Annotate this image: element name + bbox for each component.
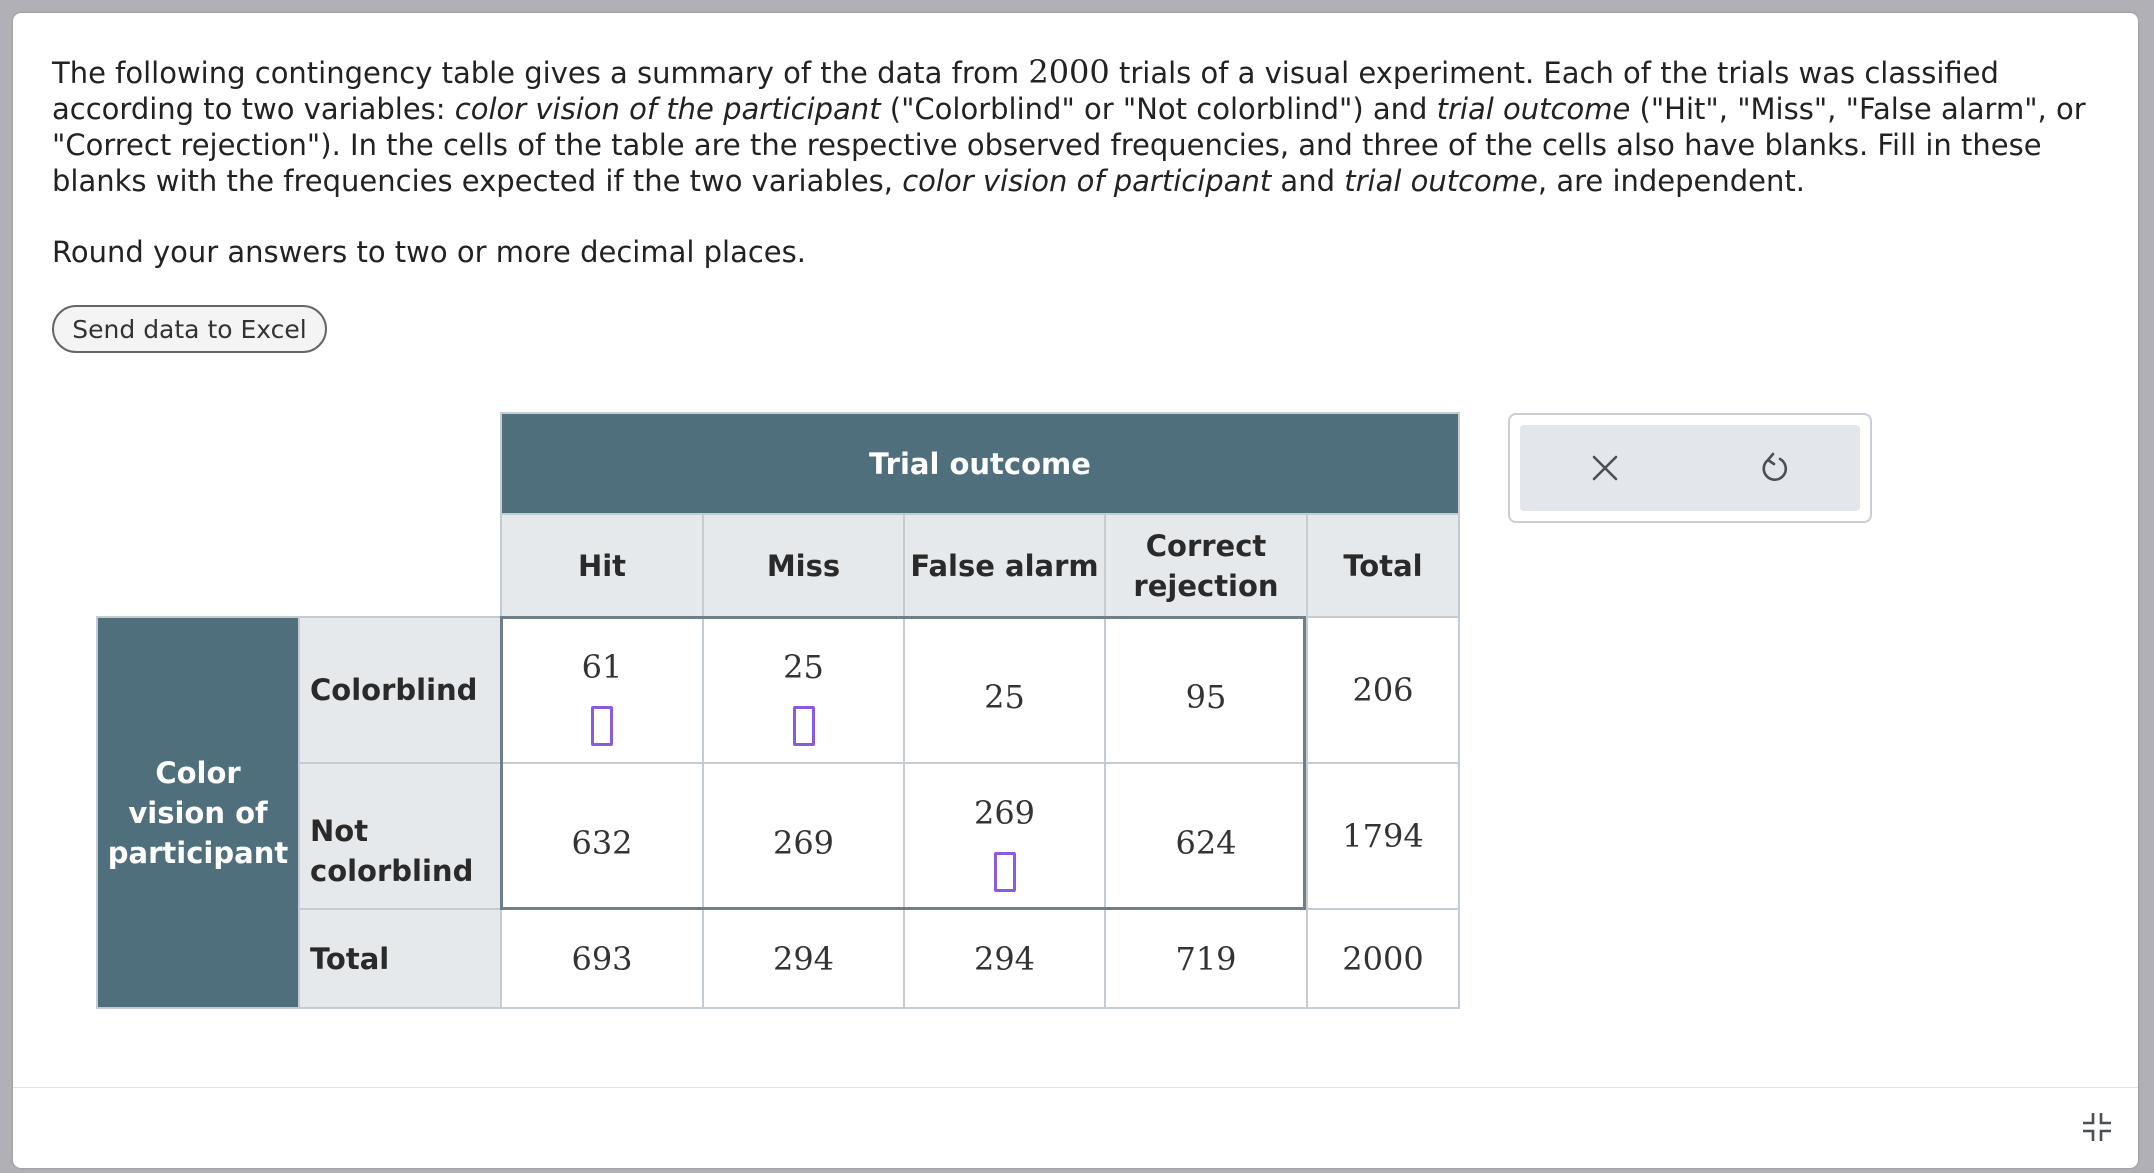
cell-not-colorblind-total: 1794 [1307, 763, 1459, 909]
row-header-total: Total [299, 909, 501, 1008]
rounding-instruction: Round your answers to two or more decimal places. [52, 235, 806, 269]
blank-input-colorblind-hit[interactable] [591, 706, 613, 746]
total-false-alarm: 294 [904, 909, 1105, 1008]
undo-icon [1759, 451, 1791, 485]
send-to-excel-button[interactable]: Send data to Excel [52, 305, 327, 353]
cell-colorblind-total: 206 [1307, 617, 1459, 763]
col-header-hit: Hit [501, 514, 703, 617]
cell-colorblind-correct-rejection: 95 [1105, 617, 1307, 763]
total-correct-rejection: 719 [1105, 909, 1307, 1008]
close-icon [1590, 453, 1620, 483]
col-header-false-alarm: False alarm [904, 514, 1105, 617]
col-header-miss: Miss [703, 514, 904, 617]
contingency-table [96, 412, 1460, 1009]
cell-colorblind-miss: 25 [703, 617, 904, 763]
blank-input-colorblind-miss[interactable] [793, 706, 815, 746]
answer-tools-panel [1508, 413, 1872, 523]
cell-colorblind-false-alarm: 25 [904, 617, 1105, 763]
trial-count: 2000 [1028, 53, 1110, 91]
clear-button[interactable] [1575, 438, 1635, 498]
col-header-correct-rejection: Correct rejection [1105, 514, 1307, 617]
blank-input-not-colorblind-false-alarm[interactable] [994, 852, 1016, 892]
col-group-header: Trial outcome [501, 413, 1459, 514]
cell-not-colorblind-false-alarm: 269 [904, 763, 1105, 909]
cell-not-colorblind-miss: 269 [703, 763, 904, 909]
row-header-colorblind: Colorblind [299, 617, 501, 763]
undo-button[interactable] [1745, 438, 1805, 498]
grand-total: 2000 [1307, 909, 1459, 1008]
cell-not-colorblind-hit: 632 [501, 763, 703, 909]
row-header-not-colorblind: Not colorblind [299, 763, 501, 909]
cell-not-colorblind-correct-rejection: 624 [1105, 763, 1307, 909]
question-prompt: The following contingency table gives a summary of the data from 2000 trials of a visual experiment. Each of the trials was classified according to two variables: color vision of the participant ("Colorblind" or "Not colorblind") and trial outcome ("Hit", "Miss", "False alarm", or "Correct rejection"). In the cells of the table are the respective observed frequencies, and three of the cells also have blanks. Fill in these blanks with the frequencies expected if the two variables, color vision of participant and trial outcome, are independent. [52, 53, 2086, 198]
cell-colorblind-hit: 61 [501, 617, 703, 763]
collapse-icon[interactable] [2080, 1110, 2114, 1144]
total-hit: 693 [501, 909, 703, 1008]
col-header-total: Total [1307, 514, 1459, 617]
row-group-header: Color vision of participant [97, 617, 299, 1008]
footer-divider [13, 1087, 2138, 1088]
total-miss: 294 [703, 909, 904, 1008]
